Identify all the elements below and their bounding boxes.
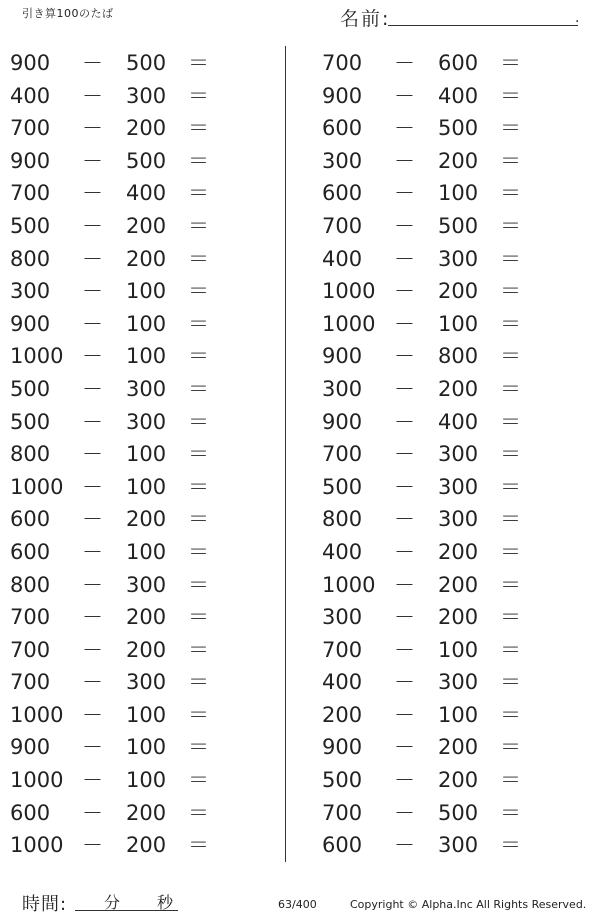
problem-row [322, 406, 552, 439]
minuend: 400 [322, 670, 363, 695]
minuend: 400 [322, 246, 363, 271]
problem-row [10, 373, 240, 406]
subtrahend: 400 [126, 181, 167, 206]
equals-sign: ＝ [188, 702, 209, 727]
equals-sign: ＝ [500, 409, 521, 434]
equals-sign: ＝ [188, 833, 209, 858]
minus-sign: － [82, 539, 103, 564]
minuend: 1000 [10, 768, 64, 793]
subtrahend: 800 [438, 344, 479, 369]
equals-sign: ＝ [500, 442, 521, 467]
equals-sign: ＝ [500, 670, 521, 695]
minuend: 400 [322, 539, 363, 564]
minuend: 1000 [10, 344, 64, 369]
minus-sign: － [394, 637, 415, 662]
problem-row [10, 797, 240, 830]
problem-row [10, 80, 240, 113]
minus-sign: － [394, 572, 415, 597]
minus-sign: － [394, 442, 415, 467]
problem-row [322, 569, 552, 602]
minuend: 800 [10, 572, 51, 597]
equals-sign: ＝ [188, 213, 209, 238]
subtrahend: 100 [126, 311, 167, 336]
problem-row [322, 601, 552, 634]
minus-sign: － [394, 409, 415, 434]
subtrahend: 500 [126, 51, 167, 75]
problem-row [322, 666, 552, 699]
subtrahend: 100 [126, 344, 167, 369]
equals-sign: ＝ [500, 344, 521, 369]
minuend: 700 [10, 181, 51, 206]
equals-sign: ＝ [188, 246, 209, 271]
subtrahend: 300 [438, 833, 479, 858]
minuend: 800 [10, 246, 51, 271]
equals-sign: ＝ [188, 800, 209, 825]
equals-sign: ＝ [188, 670, 209, 695]
equals-sign: ＝ [500, 311, 521, 336]
minuend: 1000 [322, 572, 376, 597]
minuend: 600 [322, 833, 363, 858]
minus-sign: － [82, 833, 103, 858]
minuend: 600 [10, 539, 51, 564]
minus-sign: － [82, 148, 103, 173]
minus-sign: － [82, 279, 103, 304]
name-label: 名前: [340, 8, 391, 30]
subtrahend: 200 [438, 148, 479, 173]
equals-sign: ＝ [188, 181, 209, 206]
subtrahend: 200 [126, 833, 167, 858]
equals-sign: ＝ [188, 148, 209, 173]
minus-sign: － [82, 344, 103, 369]
minus-sign: － [394, 311, 415, 336]
equals-sign: ＝ [188, 507, 209, 532]
subtrahend: 200 [126, 213, 167, 238]
minuend: 700 [322, 442, 363, 467]
minuend: 700 [322, 51, 363, 75]
equals-sign: ＝ [188, 539, 209, 564]
problem-row [10, 243, 240, 276]
minuend: 600 [322, 181, 363, 206]
problem-row [10, 731, 240, 764]
minuend: 700 [10, 637, 51, 662]
subtrahend: 100 [438, 702, 479, 727]
minus-sign: － [82, 670, 103, 695]
minuend: 600 [10, 507, 51, 532]
problem-row [10, 666, 240, 699]
problem-row [322, 829, 552, 862]
subtrahend: 100 [126, 474, 167, 499]
subtrahend: 100 [126, 539, 167, 564]
subtrahend: 300 [438, 670, 479, 695]
equals-sign: ＝ [500, 833, 521, 858]
time-label: 時間: [22, 894, 68, 915]
minuend: 500 [10, 213, 51, 238]
minuend: 400 [10, 83, 51, 108]
equals-sign: ＝ [500, 637, 521, 662]
subtrahend: 300 [438, 246, 479, 271]
problem-row [10, 471, 240, 504]
subtrahend: 100 [126, 768, 167, 793]
equals-sign: ＝ [188, 474, 209, 499]
minus-sign: － [82, 246, 103, 271]
equals-sign: ＝ [188, 344, 209, 369]
subtrahend: 300 [438, 507, 479, 532]
subtrahend: 500 [438, 800, 479, 825]
problem-row [322, 471, 552, 504]
problem-row [10, 699, 240, 732]
subtrahend: 300 [126, 83, 167, 108]
subtrahend: 100 [126, 279, 167, 304]
equals-sign: ＝ [188, 83, 209, 108]
problem-row [10, 112, 240, 145]
problem-row [322, 438, 552, 471]
minuend: 900 [322, 344, 363, 369]
subtrahend: 200 [126, 637, 167, 662]
minuend: 700 [10, 605, 51, 630]
problem-row [10, 601, 240, 634]
minus-sign: － [394, 507, 415, 532]
minus-sign: － [394, 539, 415, 564]
problem-row [322, 536, 552, 569]
minus-sign: － [394, 474, 415, 499]
minuend: 800 [322, 507, 363, 532]
minus-sign: － [394, 833, 415, 858]
subtrahend: 600 [438, 51, 479, 75]
minus-sign: － [394, 735, 415, 760]
name-dot: . [575, 10, 580, 26]
minus-sign: － [82, 572, 103, 597]
subtrahend: 200 [126, 605, 167, 630]
minuend: 1000 [10, 474, 64, 499]
subtrahend: 100 [126, 442, 167, 467]
subtrahend: 200 [438, 376, 479, 401]
subtrahend: 100 [126, 735, 167, 760]
minus-sign: － [394, 181, 415, 206]
equals-sign: ＝ [500, 213, 521, 238]
minus-sign: － [82, 181, 103, 206]
minus-sign: － [394, 51, 415, 75]
problem-row [10, 536, 240, 569]
problem-row [10, 406, 240, 439]
minus-sign: － [394, 213, 415, 238]
minus-sign: － [82, 800, 103, 825]
subtrahend: 100 [438, 181, 479, 206]
minuend: 500 [10, 376, 51, 401]
minuend: 900 [10, 735, 51, 760]
problem-row [322, 699, 552, 732]
seconds-label: 秒 [157, 893, 174, 912]
minus-sign: － [82, 768, 103, 793]
problem-row [10, 275, 240, 308]
minus-sign: － [394, 148, 415, 173]
equals-sign: ＝ [188, 637, 209, 662]
subtrahend: 200 [438, 572, 479, 597]
minus-sign: － [82, 735, 103, 760]
problem-row [10, 764, 240, 797]
problem-row [322, 373, 552, 406]
problem-row [322, 145, 552, 178]
minus-sign: － [394, 376, 415, 401]
minus-sign: － [82, 474, 103, 499]
problem-row [322, 243, 552, 276]
equals-sign: ＝ [188, 442, 209, 467]
minuend: 900 [10, 51, 51, 75]
problem-row [10, 308, 240, 341]
equals-sign: ＝ [500, 507, 521, 532]
problem-row [10, 503, 240, 536]
problem-row [10, 47, 240, 80]
problem-row [322, 177, 552, 210]
minus-sign: － [394, 768, 415, 793]
minus-sign: － [82, 213, 103, 238]
equals-sign: ＝ [188, 376, 209, 401]
subtrahend: 200 [438, 768, 479, 793]
equals-sign: ＝ [500, 83, 521, 108]
minus-sign: － [394, 702, 415, 727]
minuend: 500 [322, 474, 363, 499]
equals-sign: ＝ [500, 148, 521, 173]
minus-sign: － [82, 637, 103, 662]
minuend: 600 [322, 116, 363, 141]
minus-sign: － [394, 800, 415, 825]
subtrahend: 200 [126, 800, 167, 825]
minuend: 300 [322, 605, 363, 630]
left-problem-column [10, 47, 240, 862]
worksheet-title: 引き算100のたば [22, 7, 114, 20]
problem-row [10, 145, 240, 178]
minus-sign: － [82, 409, 103, 434]
minuend: 700 [10, 116, 51, 141]
subtrahend: 200 [438, 539, 479, 564]
subtrahend: 100 [126, 702, 167, 727]
minuend: 200 [322, 702, 363, 727]
minus-sign: － [394, 246, 415, 271]
minuend: 700 [322, 637, 363, 662]
minus-sign: － [82, 442, 103, 467]
minuend: 900 [322, 409, 363, 434]
subtrahend: 300 [438, 474, 479, 499]
subtrahend: 300 [126, 409, 167, 434]
subtrahend: 300 [126, 670, 167, 695]
minuend: 300 [10, 279, 51, 304]
minus-sign: － [82, 376, 103, 401]
minuend: 700 [322, 213, 363, 238]
equals-sign: ＝ [500, 116, 521, 141]
equals-sign: ＝ [188, 116, 209, 141]
problem-row [10, 634, 240, 667]
subtrahend: 500 [126, 148, 167, 173]
minus-sign: － [394, 605, 415, 630]
minus-sign: － [82, 83, 103, 108]
equals-sign: ＝ [500, 800, 521, 825]
equals-sign: ＝ [188, 279, 209, 304]
minuend: 1000 [322, 311, 376, 336]
equals-sign: ＝ [500, 605, 521, 630]
problem-row [322, 308, 552, 341]
minuend: 900 [10, 311, 51, 336]
minuend: 700 [322, 800, 363, 825]
equals-sign: ＝ [500, 51, 521, 75]
subtrahend: 200 [438, 279, 479, 304]
problem-row [322, 47, 552, 80]
problem-row [322, 797, 552, 830]
problem-row [322, 80, 552, 113]
subtrahend: 100 [438, 637, 479, 662]
minuend: 900 [322, 83, 363, 108]
problem-row [322, 275, 552, 308]
subtrahend: 500 [438, 213, 479, 238]
problem-row [10, 210, 240, 243]
minus-sign: － [394, 279, 415, 304]
subtrahend: 400 [438, 409, 479, 434]
minus-sign: － [82, 702, 103, 727]
subtrahend: 200 [126, 116, 167, 141]
minuend: 900 [322, 735, 363, 760]
page-number: 63/400 [278, 898, 317, 911]
subtrahend: 400 [438, 83, 479, 108]
equals-sign: ＝ [188, 572, 209, 597]
equals-sign: ＝ [188, 311, 209, 336]
problem-row [322, 503, 552, 536]
minuend: 1000 [10, 702, 64, 727]
minus-sign: － [82, 311, 103, 336]
equals-sign: ＝ [500, 246, 521, 271]
problem-row [10, 340, 240, 373]
equals-sign: ＝ [500, 474, 521, 499]
minus-sign: － [82, 605, 103, 630]
subtrahend: 300 [438, 442, 479, 467]
equals-sign: ＝ [188, 409, 209, 434]
problem-row [10, 177, 240, 210]
equals-sign: ＝ [188, 51, 209, 75]
equals-sign: ＝ [500, 735, 521, 760]
subtrahend: 200 [438, 605, 479, 630]
problem-row [322, 340, 552, 373]
equals-sign: ＝ [500, 702, 521, 727]
minuend: 700 [10, 670, 51, 695]
minus-sign: － [394, 116, 415, 141]
minuend: 800 [10, 442, 51, 467]
minuend: 900 [10, 148, 51, 173]
minuend: 1000 [322, 279, 376, 304]
minus-sign: － [394, 344, 415, 369]
problem-row [10, 569, 240, 602]
equals-sign: ＝ [500, 181, 521, 206]
right-problem-column [322, 47, 552, 862]
problem-row [322, 112, 552, 145]
minuend: 300 [322, 376, 363, 401]
minuend: 300 [322, 148, 363, 173]
minuend: 600 [10, 800, 51, 825]
problem-row [322, 731, 552, 764]
problem-row [10, 829, 240, 862]
equals-sign: ＝ [500, 376, 521, 401]
subtrahend: 200 [438, 735, 479, 760]
name-write-line [388, 25, 578, 26]
minus-sign: － [394, 83, 415, 108]
minus-sign: － [394, 670, 415, 695]
minus-sign: － [82, 507, 103, 532]
subtrahend: 500 [438, 116, 479, 141]
equals-sign: ＝ [188, 605, 209, 630]
minutes-label: 分 [104, 893, 121, 912]
problem-row [10, 438, 240, 471]
equals-sign: ＝ [500, 768, 521, 793]
equals-sign: ＝ [188, 735, 209, 760]
problem-row [322, 634, 552, 667]
subtrahend: 300 [126, 376, 167, 401]
problem-row [322, 210, 552, 243]
equals-sign: ＝ [500, 279, 521, 304]
copyright-text: Copyright © Alpha.Inc All Rights Reserved. [350, 898, 587, 911]
equals-sign: ＝ [188, 768, 209, 793]
problem-row [322, 764, 552, 797]
minus-sign: － [82, 51, 103, 75]
equals-sign: ＝ [500, 539, 521, 564]
column-divider [285, 46, 286, 862]
subtrahend: 300 [126, 572, 167, 597]
minuend: 1000 [10, 833, 64, 858]
subtrahend: 200 [126, 246, 167, 271]
minus-sign: － [82, 116, 103, 141]
subtrahend: 200 [126, 507, 167, 532]
subtrahend: 100 [438, 311, 479, 336]
minuend: 500 [322, 768, 363, 793]
equals-sign: ＝ [500, 572, 521, 597]
minuend: 500 [10, 409, 51, 434]
